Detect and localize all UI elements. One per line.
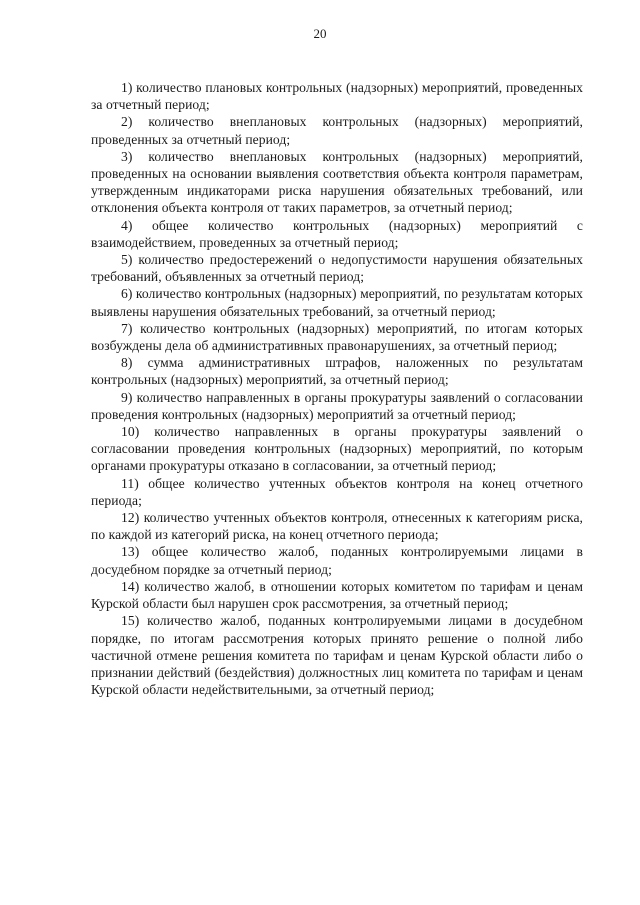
list-item-13: 13) общее количество жалоб, поданных контролируемыми лицами в досудебном порядке за отчетный период; bbox=[91, 544, 583, 577]
indicator-list bbox=[91, 79, 583, 698]
list-item-5: 5) количество предостережений о недопустимости нарушения обязательных требований, объявленных за отчетный период; bbox=[91, 252, 583, 285]
list-item-7: 7) количество контрольных (надзорных) мероприятий, по итогам которых возбуждены дела об административных правонарушениях, за отчетный период; bbox=[91, 320, 583, 354]
list-item-11: 11) общее количество учтенных объектов контроля на конец отчетного периода; bbox=[91, 475, 583, 508]
list-item-6: 6) количество контрольных (надзорных) мероприятий, по результатам которых выявлены нарушения обязательных требований, за отчетный период; bbox=[91, 286, 583, 319]
list-item-8: 8) сумма административных штрафов, наложенных по результатам контрольных (надзорных) мероприятий, за отчетный период; bbox=[91, 355, 583, 388]
list-item-1: 1) количество плановых контрольных (надзорных) мероприятий, проведенных за отчетный период; bbox=[91, 80, 583, 113]
list-item-10: 10) количество направленных в органы прокуратуры заявлений о согласовании проведения контрольных (надзорных) мероприятий, по которым органами прокуратуры отказано в согласовании, за отчетный период; bbox=[91, 424, 583, 474]
page-number: 20 bbox=[313, 26, 327, 41]
list-item-9: 9) количество направленных в органы прокуратуры заявлений о согласовании проведения контрольных (надзорных) мероприятий за отчетный период; bbox=[91, 389, 583, 422]
list-item-2: 2) количество внеплановых контрольных (надзорных) мероприятий, проведенных за отчетный период; bbox=[91, 114, 583, 147]
list-item-12: 12) количество учтенных объектов контроля, отнесенных к категориям риска, по каждой из категорий риска, на конец отчетного периода; bbox=[91, 510, 583, 543]
list-item-14: 14) количество жалоб, в отношении которых комитетом по тарифам и ценам Курской области был нарушен срок рассмотрения, за отчетный период; bbox=[91, 578, 583, 612]
list-item-3: 3) количество внеплановых контрольных (надзорных) мероприятий, проведенных на основании выявления соответствия объекта контроля параметрам, утвержденным индикаторами риска нарушения обязательных требований, или отклонения объекта контроля от таких параметров, за отчетный период; bbox=[91, 148, 583, 216]
list-item-4: 4) общее количество контрольных (надзорных) мероприятий с взаимодействием, проведенных за отчетный период; bbox=[91, 217, 583, 250]
list-item-15: 15) количество жалоб, поданных контролируемыми лицами в досудебном порядке, по итогам рассмотрения которых принято решение о полной либо частичной отмене решения комитета по тарифам и ценам Курской области либо о признании действий (бездействия) должностных лиц комитета по тарифам и ценам Курской области недействительными, за отчетный период; bbox=[91, 613, 583, 698]
